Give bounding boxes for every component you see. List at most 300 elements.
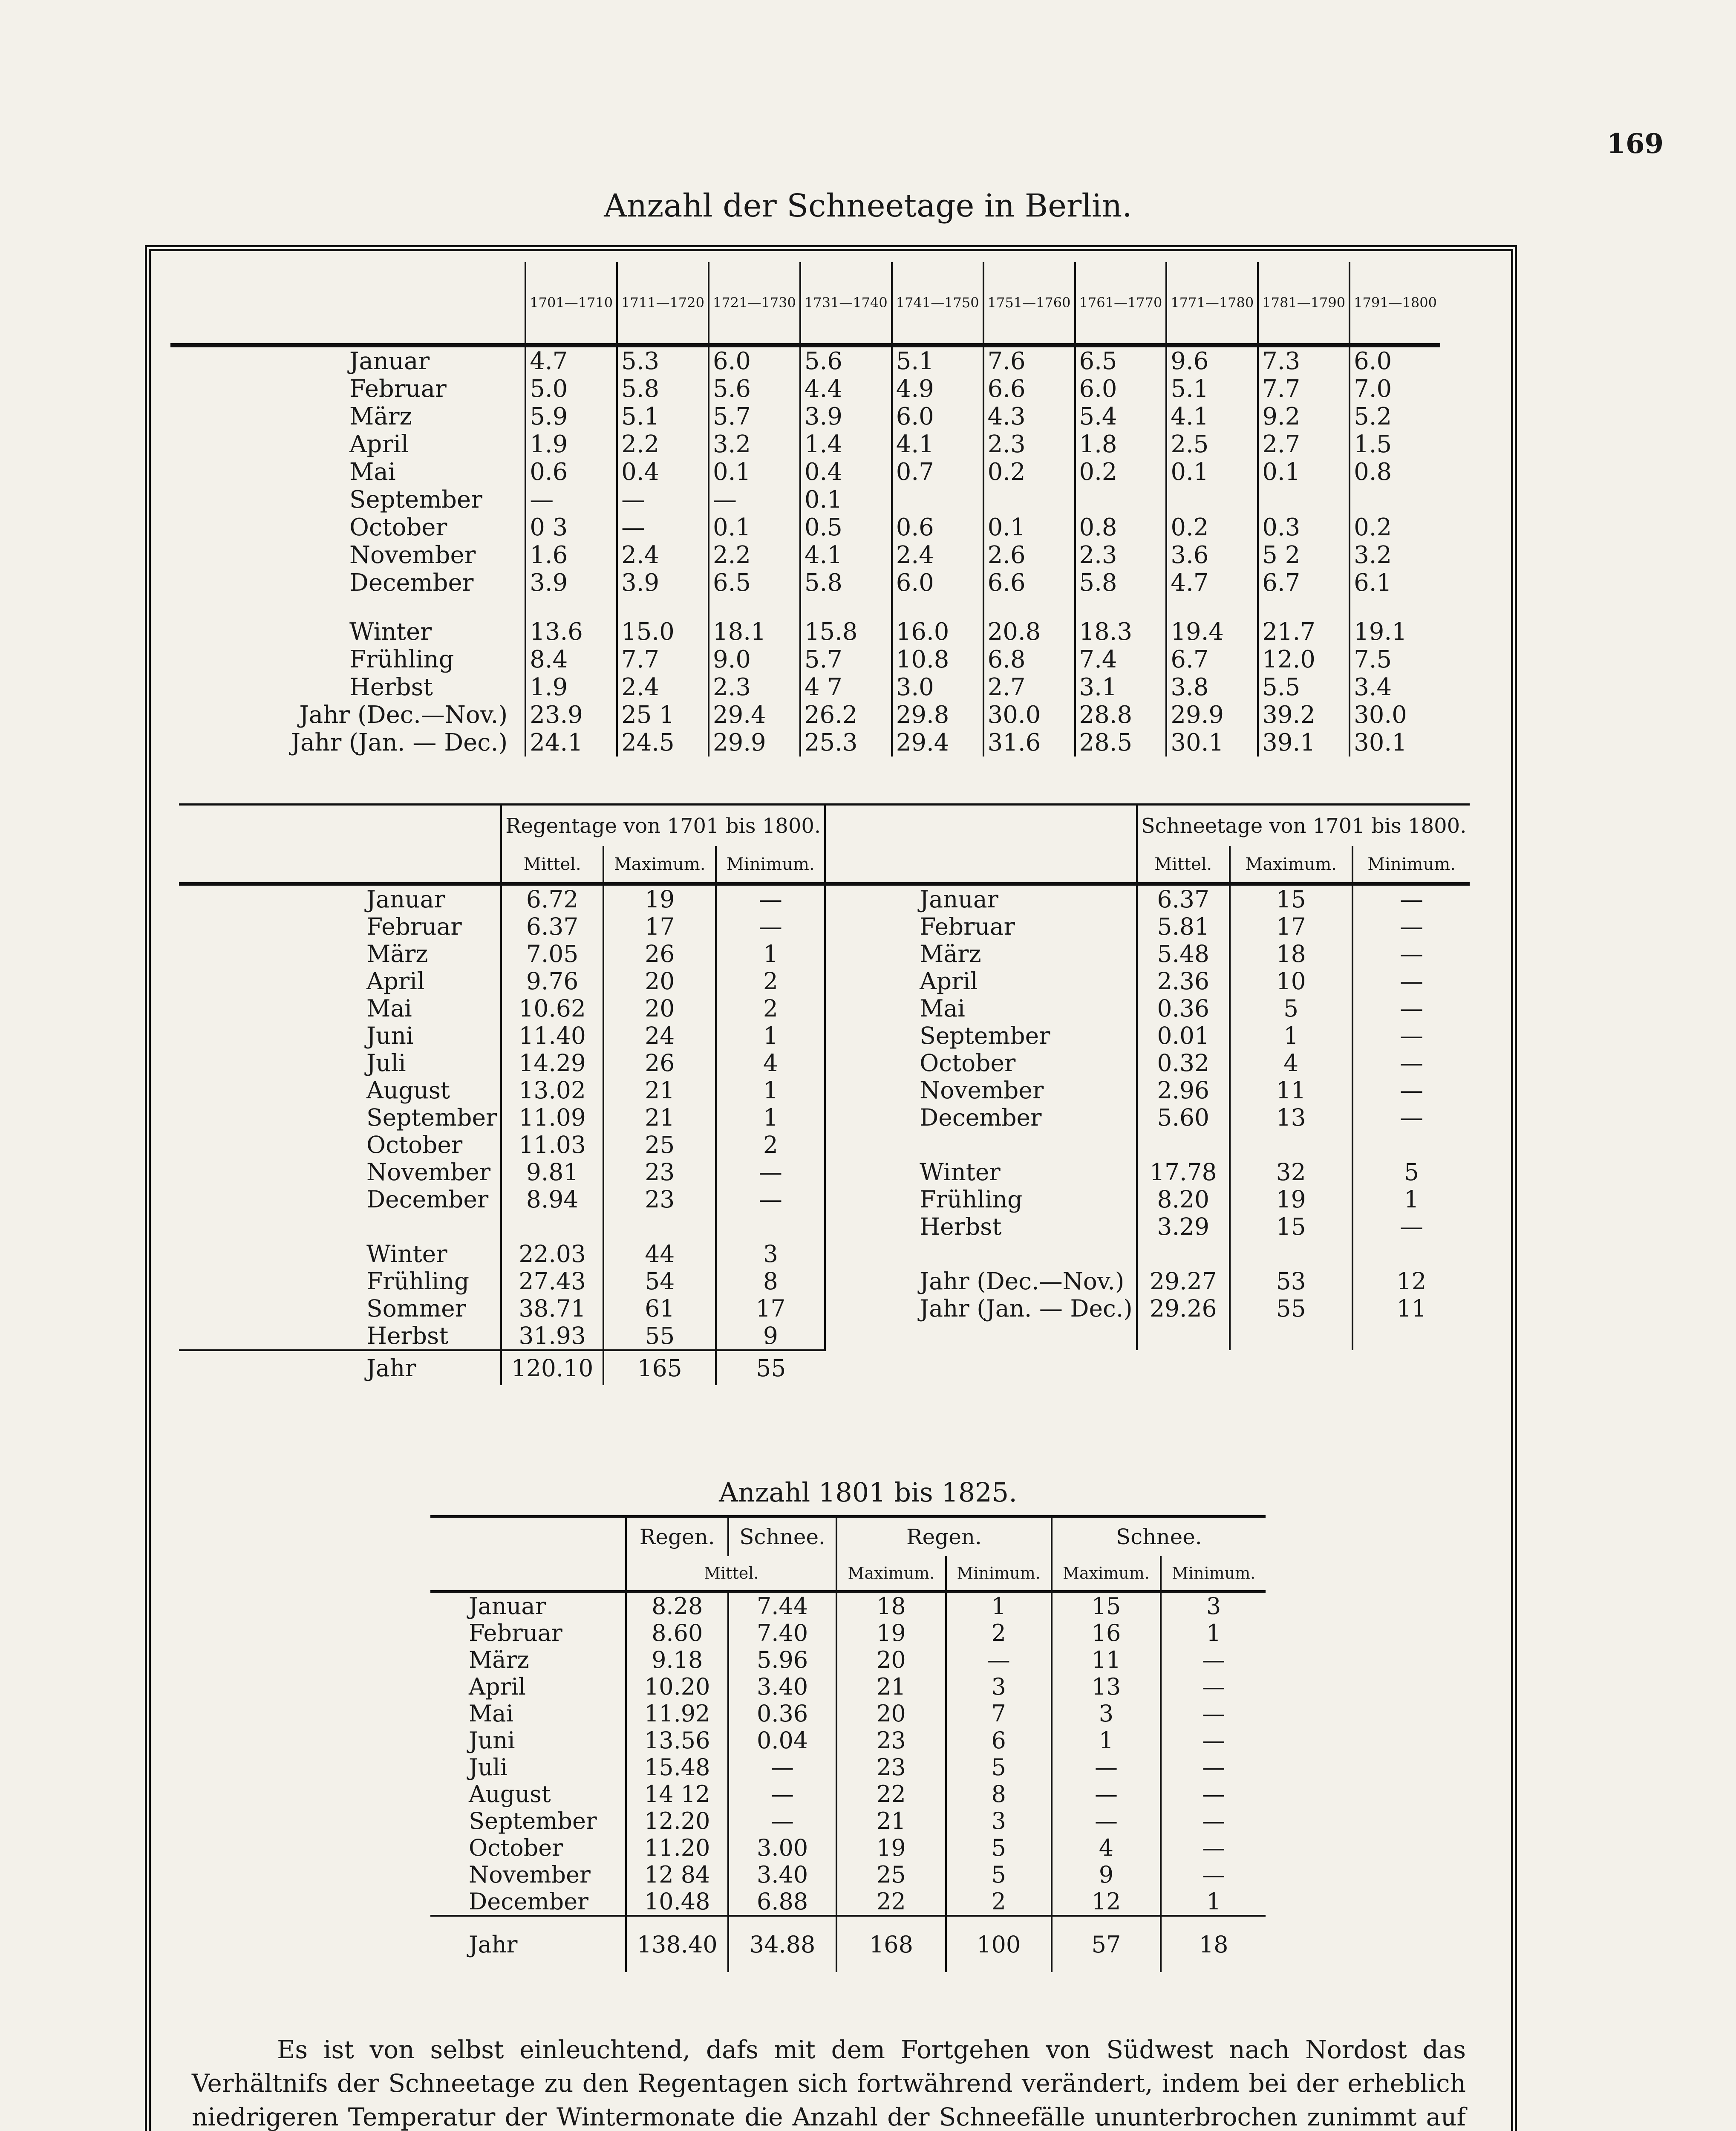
- snow-mittel: 17.78: [1137, 1158, 1230, 1186]
- rain-min: —: [716, 1186, 825, 1213]
- snow-mittel: 0.32: [1137, 1049, 1230, 1077]
- value-cell: 29.9: [1166, 701, 1258, 729]
- value-cell: 18.1: [709, 618, 800, 646]
- rain-row-label: September: [366, 1104, 497, 1131]
- rain-min: —: [716, 884, 825, 913]
- s_min-cell: —: [1161, 1646, 1266, 1673]
- month-label: April: [469, 1673, 526, 1700]
- spacer-cell: [1166, 597, 1258, 618]
- value-cell: 29.4: [709, 701, 800, 729]
- s_min-cell: —: [1161, 1700, 1266, 1727]
- value-cell: 3.0: [892, 673, 983, 701]
- schnee-cell: 7.40: [728, 1620, 836, 1646]
- rain-max: [603, 1213, 716, 1240]
- value-cell: 1.9: [525, 673, 617, 701]
- value-cell: 5.7: [800, 646, 892, 673]
- rain-days-title: Regentage von 1701 bis 1800.: [501, 805, 825, 846]
- spacer-cell: [983, 597, 1075, 618]
- r_max-cell: 18: [836, 1591, 946, 1620]
- r_max-cell: 20: [836, 1646, 946, 1673]
- value-cell: 16.0: [892, 618, 983, 646]
- value-cell: 6.7: [1166, 646, 1258, 673]
- month-label: Juni: [469, 1727, 515, 1754]
- rain-row-label: Juni: [366, 1022, 414, 1049]
- value-cell: 2.7: [983, 673, 1075, 701]
- r_min-cell: 8: [946, 1781, 1052, 1808]
- rain-min-header: Minimum.: [716, 846, 825, 884]
- value-cell: 0.6: [892, 514, 983, 541]
- rain-row-label: Sommer: [366, 1295, 466, 1322]
- schnee-cell: 6.88: [728, 1888, 836, 1916]
- snow-min: —: [1352, 884, 1470, 913]
- table-row: [170, 701, 1440, 729]
- decade-header: 1721—1730: [709, 262, 800, 345]
- value-cell: 10.8: [892, 646, 983, 673]
- value-cell: 2.7: [1258, 430, 1350, 458]
- schnee-cell: 0.36: [728, 1700, 836, 1727]
- s_max-cell: —: [1052, 1781, 1161, 1808]
- snow-mittel-header: Mittel.: [1137, 846, 1230, 884]
- rain-max: 61: [603, 1295, 716, 1322]
- table-row: [430, 1781, 1266, 1808]
- s_max-cell: 4: [1052, 1834, 1161, 1861]
- table-row: [179, 1049, 1470, 1077]
- schnee-cell: —: [728, 1808, 836, 1834]
- rain-min: 2: [716, 967, 825, 995]
- corner-cell: [170, 262, 525, 345]
- spacer-cell: [617, 597, 709, 618]
- spacer-cell: [709, 597, 800, 618]
- table-row: [179, 913, 1470, 940]
- snow-row-label: December: [825, 1104, 1137, 1131]
- rain-min: 2: [716, 995, 825, 1022]
- value-cell: 7.7: [617, 646, 709, 673]
- rain-max: 44: [603, 1240, 716, 1268]
- s_min-cell: 1: [1161, 1888, 1266, 1916]
- rain-mittel: 11.03: [501, 1131, 603, 1158]
- snow-mittel: 5.48: [1137, 940, 1230, 967]
- rain-max: 17: [603, 913, 716, 940]
- value-cell: 5.1: [1166, 375, 1258, 403]
- value-cell: 15.0: [617, 618, 709, 646]
- schnee-cell: —: [728, 1754, 836, 1781]
- value-cell: 3.6: [1166, 541, 1258, 569]
- row-label: December: [349, 569, 474, 597]
- value-cell: 3.9: [525, 569, 617, 597]
- snow-row-label: April: [825, 967, 1137, 995]
- table-row: [179, 1240, 1470, 1268]
- month-label: Januar: [469, 1593, 546, 1620]
- r_min-cell: 3: [946, 1808, 1052, 1834]
- schnee-header: Schnee.: [728, 1516, 836, 1556]
- value-cell: 29.8: [892, 701, 983, 729]
- schnee-cell: 3.40: [728, 1673, 836, 1700]
- snow-min: [1352, 1131, 1470, 1158]
- value-cell: 0.4: [617, 458, 709, 486]
- value-cell: 0.3: [1258, 514, 1350, 541]
- snow-max: [1230, 1131, 1352, 1158]
- value-cell: 0.2: [1350, 514, 1440, 541]
- spacer-cell: [892, 597, 983, 618]
- value-cell: 4.7: [525, 345, 617, 375]
- schnee-header-2: Schnee.: [1052, 1516, 1266, 1556]
- r_max-cell: 19: [836, 1620, 946, 1646]
- rain-row-label: [179, 1213, 501, 1240]
- value-cell: 4 7: [800, 673, 892, 701]
- value-cell: 5.8: [1075, 569, 1167, 597]
- rain-mittel: 22.03: [501, 1240, 603, 1268]
- value-cell: 28.5: [1075, 729, 1167, 757]
- table-row: [430, 1646, 1266, 1673]
- regen-cell: 15.48: [626, 1754, 728, 1781]
- rain-total-max: 165: [603, 1350, 716, 1385]
- snow-max: 10: [1230, 967, 1352, 995]
- value-cell: [1075, 486, 1167, 514]
- rain-min: 1: [716, 940, 825, 967]
- table-row: [179, 1022, 1470, 1049]
- snow-max: [1230, 1322, 1352, 1350]
- rain-row-label: Juli: [366, 1049, 406, 1077]
- table-row: [430, 1888, 1266, 1916]
- s_max-cell: —: [1052, 1754, 1161, 1781]
- s_min-cell: —: [1161, 1808, 1266, 1834]
- value-cell: 1.9: [525, 430, 617, 458]
- decade-header-row: [170, 262, 1440, 345]
- value-cell: 25 1: [617, 701, 709, 729]
- rain-min: 9: [716, 1322, 825, 1350]
- rain-min: 8: [716, 1268, 825, 1295]
- value-cell: 2.5: [1166, 430, 1258, 458]
- value-cell: 0.5: [800, 514, 892, 541]
- spacer-cell: [1075, 597, 1167, 618]
- value-cell: 2.4: [617, 673, 709, 701]
- r_min-cell: 5: [946, 1861, 1052, 1888]
- snow-max: 15: [1230, 1213, 1352, 1240]
- table-row: [430, 1754, 1266, 1781]
- r_max-total: 168: [836, 1916, 946, 1972]
- rain-min: 4: [716, 1049, 825, 1077]
- value-cell: 24.1: [525, 729, 617, 757]
- row-label: Januar: [349, 347, 430, 375]
- snow-min: 11: [1352, 1295, 1470, 1322]
- rain-mittel: 9.76: [501, 967, 603, 995]
- rain-total-label: Jahr: [179, 1350, 501, 1385]
- table-row: [170, 514, 1440, 541]
- r_min-total: 100: [946, 1916, 1052, 1972]
- value-cell: 23.9: [525, 701, 617, 729]
- table-row: [179, 1158, 1470, 1186]
- value-cell: 7.3: [1258, 345, 1350, 375]
- schnee-cell: 7.44: [728, 1591, 836, 1620]
- rain-row-label: März: [366, 940, 428, 967]
- value-cell: [983, 486, 1075, 514]
- snow-days-decades-table: [170, 262, 1440, 757]
- value-cell: 7.6: [983, 345, 1075, 375]
- value-cell: 0.1: [709, 514, 800, 541]
- value-cell: 30.0: [1350, 701, 1440, 729]
- table-row: [170, 729, 1440, 757]
- table-row: [170, 458, 1440, 486]
- table-row: [179, 1131, 1470, 1158]
- value-cell: 0.1: [709, 458, 800, 486]
- snow-row-label: [825, 1240, 1137, 1268]
- value-cell: 4.9: [892, 375, 983, 403]
- table-row: [179, 1104, 1470, 1131]
- rain-row-label: August: [366, 1077, 450, 1104]
- value-cell: 20.8: [983, 618, 1075, 646]
- value-cell: [1350, 486, 1440, 514]
- regen-cell: 10.20: [626, 1673, 728, 1700]
- value-cell: 5.0: [525, 375, 617, 403]
- snow-max: 11: [1230, 1077, 1352, 1104]
- snow-mittel: 6.37: [1137, 884, 1230, 913]
- row-label: März: [349, 403, 412, 430]
- rain-mittel: 13.02: [501, 1077, 603, 1104]
- table-row: [430, 1700, 1266, 1727]
- rain-row-label: December: [366, 1186, 489, 1213]
- value-cell: 2.3: [709, 673, 800, 701]
- snow-min: —: [1352, 940, 1470, 967]
- r_min-cell: 1: [946, 1591, 1052, 1620]
- schnee-cell: 3.00: [728, 1834, 836, 1861]
- decade-header: 1731—1740: [800, 262, 892, 345]
- value-cell: 5.6: [800, 345, 892, 375]
- page-title: Anzahl der Schneetage in Berlin.: [604, 188, 1132, 224]
- s_min-cell: —: [1161, 1673, 1266, 1700]
- snow-row-label: Frühling: [825, 1186, 1137, 1213]
- snow-min: 12: [1352, 1268, 1470, 1295]
- value-cell: 3.2: [1350, 541, 1440, 569]
- s_max-cell: 11: [1052, 1646, 1161, 1673]
- r_min-cell: 3: [946, 1673, 1052, 1700]
- rain-max: 23: [603, 1158, 716, 1186]
- table-row: [179, 967, 1470, 995]
- regen-header: Regen.: [626, 1516, 728, 1556]
- row-label: Herbst: [349, 673, 433, 701]
- snow-mittel: 2.96: [1137, 1077, 1230, 1104]
- value-cell: 2.3: [983, 430, 1075, 458]
- total-row: [179, 1350, 1470, 1385]
- rain-row-label: Herbst: [366, 1322, 449, 1349]
- rain-row-label: Winter: [366, 1240, 447, 1268]
- snow-max: [1230, 1240, 1352, 1268]
- section-subtitle: Anzahl 1801 bis 1825.: [719, 1477, 1017, 1508]
- spacer-row: [170, 597, 1440, 618]
- value-cell: 5.8: [617, 375, 709, 403]
- value-cell: 5.3: [617, 345, 709, 375]
- value-cell: 2.2: [617, 430, 709, 458]
- value-cell: 2.4: [892, 541, 983, 569]
- value-cell: 31.6: [983, 729, 1075, 757]
- row-label: October: [349, 514, 447, 541]
- table-row: [430, 1834, 1266, 1861]
- value-cell: 3.1: [1075, 673, 1167, 701]
- table-row: [170, 646, 1440, 673]
- rain-min: 1: [716, 1077, 825, 1104]
- snow-min: 1: [1352, 1186, 1470, 1213]
- regen-cell: 8.28: [626, 1591, 728, 1620]
- rain-snow-1801-1825-table: [430, 1515, 1266, 1972]
- table-row: [179, 940, 1470, 967]
- s_max-cell: 12: [1052, 1888, 1161, 1916]
- row-label: Mai: [349, 458, 396, 486]
- schnee-total: 34.88: [728, 1916, 836, 1972]
- snow-max: 4: [1230, 1049, 1352, 1077]
- value-cell: 5.4: [1075, 403, 1167, 430]
- rain-mittel-header: Mittel.: [501, 846, 603, 884]
- value-cell: 15.8: [800, 618, 892, 646]
- s_max-cell: 13: [1052, 1673, 1161, 1700]
- r_max-cell: 23: [836, 1754, 946, 1781]
- s_max-cell: —: [1052, 1808, 1161, 1834]
- rain-max-header: Maximum.: [603, 846, 716, 884]
- value-cell: 6.5: [1075, 345, 1167, 375]
- decade-header: 1781—1790: [1258, 262, 1350, 345]
- snow-mittel: [1137, 1131, 1230, 1158]
- month-label: Juli: [469, 1754, 508, 1781]
- snow-min: —: [1352, 1049, 1470, 1077]
- value-cell: 6.8: [983, 646, 1075, 673]
- s_min-cell: —: [1161, 1727, 1266, 1754]
- table-row: [170, 673, 1440, 701]
- s_min-cell: 1: [1161, 1620, 1266, 1646]
- table-row: [430, 1861, 1266, 1888]
- regen-cell: 11.92: [626, 1700, 728, 1727]
- value-cell: 6.0: [892, 403, 983, 430]
- value-cell: 9.6: [1166, 345, 1258, 375]
- decade-header: 1771—1780: [1166, 262, 1258, 345]
- snow-max: 32: [1230, 1158, 1352, 1186]
- value-cell: 3.9: [800, 403, 892, 430]
- s_min-total: 18: [1161, 1916, 1266, 1972]
- snow-mittel: 29.27: [1137, 1268, 1230, 1295]
- snow-mittel: [1137, 1322, 1230, 1350]
- snow-max: 15: [1230, 884, 1352, 913]
- schnee-cell: 0.04: [728, 1727, 836, 1754]
- table-row: [170, 618, 1440, 646]
- rain-max: 23: [603, 1186, 716, 1213]
- table-row: [179, 1186, 1470, 1213]
- schnee-min-header: Minimum.: [1161, 1556, 1266, 1591]
- s_min-cell: —: [1161, 1781, 1266, 1808]
- snow-row-label: Winter: [825, 1158, 1137, 1186]
- rain-mittel: 31.93: [501, 1322, 603, 1350]
- rain-min: [716, 1213, 825, 1240]
- value-cell: 29.9: [709, 729, 800, 757]
- value-cell: 5.6: [709, 375, 800, 403]
- table-row: [430, 1808, 1266, 1834]
- rain-max: 21: [603, 1104, 716, 1131]
- value-cell: 30.1: [1166, 729, 1258, 757]
- snow-min: —: [1352, 913, 1470, 940]
- value-cell: 24.5: [617, 729, 709, 757]
- snow-mittel: 8.20: [1137, 1186, 1230, 1213]
- value-cell: 0.1: [1166, 458, 1258, 486]
- rain-mittel: 6.37: [501, 913, 603, 940]
- body-paragraph: Es ist von selbst einleuchtend, dafs mit dem Fortgehen von Südwest nach Nordost das Verhältnifs der Schneetage zu den Regentagen sich fortwährend verändert, indem bei der erheblich niedrigeren Temperatur der Wintermonate die Anzahl der Schneefälle ununterbrochen zunimmt auf: [192, 2035, 1466, 2131]
- rain-mittel: 9.81: [501, 1158, 603, 1186]
- s_max-cell: 9: [1052, 1861, 1161, 1888]
- value-cell: 1.8: [1075, 430, 1167, 458]
- page-number: 169: [1606, 128, 1664, 160]
- spacer-cell: [1258, 597, 1350, 618]
- snow-max: 55: [1230, 1295, 1352, 1322]
- value-cell: 0.8: [1350, 458, 1440, 486]
- spacer-cell: [800, 597, 892, 618]
- snow-mittel: 5.81: [1137, 913, 1230, 940]
- snow-max: 18: [1230, 940, 1352, 967]
- snow-max: 17: [1230, 913, 1352, 940]
- row-label: April: [349, 430, 409, 458]
- total-row: [430, 1916, 1266, 1972]
- value-cell: —: [617, 486, 709, 514]
- row-label: Februar: [349, 375, 447, 403]
- value-cell: 9.2: [1258, 403, 1350, 430]
- value-cell: 6.0: [892, 569, 983, 597]
- regen-cell: 12 84: [626, 1861, 728, 1888]
- rain-min: 2: [716, 1131, 825, 1158]
- table-row: [179, 1295, 1470, 1322]
- snow-min-header: Minimum.: [1352, 846, 1470, 884]
- snow-max: 5: [1230, 995, 1352, 1022]
- value-cell: [1258, 486, 1350, 514]
- table-row: [430, 1591, 1266, 1620]
- snow-row-label: [825, 1131, 1137, 1158]
- regen-total: 138.40: [626, 1916, 728, 1972]
- r_max-cell: 23: [836, 1727, 946, 1754]
- value-cell: 5.1: [617, 403, 709, 430]
- schnee-cell: 5.96: [728, 1646, 836, 1673]
- table-row: [179, 1077, 1470, 1104]
- snow-row-label: Jahr (Dec.—Nov.): [825, 1268, 1137, 1295]
- rain-min: —: [716, 913, 825, 940]
- snow-min: —: [1352, 1104, 1470, 1131]
- snow-mittel: 0.36: [1137, 995, 1230, 1022]
- spacer-cell: [525, 597, 617, 618]
- rain-max: 26: [603, 940, 716, 967]
- value-cell: 6.1: [1350, 569, 1440, 597]
- value-cell: 0.2: [1166, 514, 1258, 541]
- value-cell: 7.7: [1258, 375, 1350, 403]
- value-cell: [892, 486, 983, 514]
- rain-mittel: 11.40: [501, 1022, 603, 1049]
- value-cell: 25.3: [800, 729, 892, 757]
- row-label: Winter: [349, 618, 432, 646]
- value-cell: 19.1: [1350, 618, 1440, 646]
- rain-row-label: Mai: [366, 995, 412, 1022]
- table-row: [170, 345, 1440, 375]
- s_max-cell: 15: [1052, 1591, 1161, 1620]
- value-cell: 13.6: [525, 618, 617, 646]
- value-cell: 0.6: [525, 458, 617, 486]
- table-row: [430, 1673, 1266, 1700]
- month-label: März: [469, 1646, 529, 1673]
- table-row: [179, 1322, 1470, 1350]
- rain-row-label: Frühling: [366, 1268, 470, 1295]
- month-label: Mai: [469, 1700, 513, 1727]
- r_max-cell: 19: [836, 1834, 946, 1861]
- value-cell: 4.4: [800, 375, 892, 403]
- table-row: [170, 375, 1440, 403]
- s_min-cell: —: [1161, 1834, 1266, 1861]
- r_max-cell: 22: [836, 1888, 946, 1916]
- value-cell: 5.7: [709, 403, 800, 430]
- value-cell: 6.0: [709, 345, 800, 375]
- month-label: Februar: [469, 1620, 562, 1646]
- value-cell: 0.7: [892, 458, 983, 486]
- r_min-cell: 2: [946, 1620, 1052, 1646]
- snow-min: 5: [1352, 1158, 1470, 1186]
